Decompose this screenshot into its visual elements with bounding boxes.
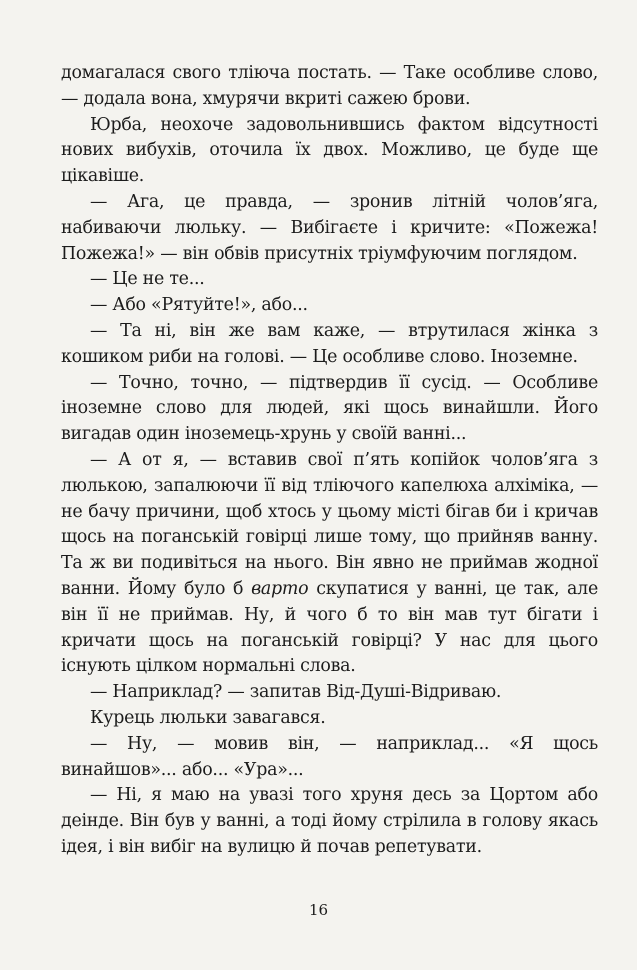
- page-body: [61, 61, 598, 861]
- paragraph-2: Юрба, неохоче задовольнившись фактом відсутності нових вибухів, оточила їх двох. Можливо, це буде ще цікавіше.: [61, 114, 598, 187]
- paragraph-6: — Та ні, він же вам каже, — втрутилася жінка з кошиком риби на голові. — Це особливе слово. Іноземне.: [61, 320, 598, 367]
- paragraph-8-italic-word: варто: [251, 578, 309, 599]
- paragraph-10: Курець люльки завагався.: [90, 707, 326, 728]
- paragraph-4: — Це не те...: [90, 269, 205, 290]
- paragraph-5: — Або «Рятуйте!», або...: [90, 295, 308, 316]
- paragraph-8-part-2: скупатися у ванні, це так, але він її не приймав. Ну, й чого б то він мав тут бігати і кричати щось на поганській говірці? У нас для цього існують цілком нормальні слова.: [61, 578, 598, 677]
- paragraph-3: — Ага, це правда, — зронив літній чолов’яга, набиваючи люльку. — Вибігаєте і кричите: «Пожежа! Пожежа!» — він обвів присутніх тріумфуючим поглядом.: [61, 191, 598, 264]
- paragraph-9: — Наприклад? — запитав Від-Душі-Відриваю.: [90, 682, 502, 703]
- paragraph-8: [61, 448, 598, 680]
- paragraph-7: — Точно, точно, — підтвердив її сусід. — Особливе іноземне слово для людей, які щось винайшли. Його вигадав один іноземець-хрунь у своїй ванні...: [61, 372, 598, 445]
- paragraph-12: — Ні, я маю на увазі того хруня десь за Цортом або деінде. Він був у ванні, а тоді йому стрілила в голову якась ідея, і він вибіг на вулицю й почав репетувати.: [61, 785, 598, 857]
- paragraph-8-part-1: — А от я, — вставив свої п’ять копійок чолов’яга з люлькою, запалюючи її від тліючого капелюха алхіміка, — не бачу причини, щоб хтось у цьому місті бігав би і кричав щось на поганській говірці лише тому, що прийняв ванну. Та ж ви подивіться на нього. Він явно не приймав жодної ванни. Йому було б: [61, 449, 598, 599]
- page-number: 16: [308, 901, 329, 919]
- paragraph-11: — Ну, — мовив він, — наприклад... «Я щось винайшов»... або... «Ура»...: [61, 733, 598, 780]
- paragraph-1: домагалася свого тліюча постать. — Таке особливе слово, — додала вона, хмурячи вкриті сажею брови.: [61, 63, 598, 109]
